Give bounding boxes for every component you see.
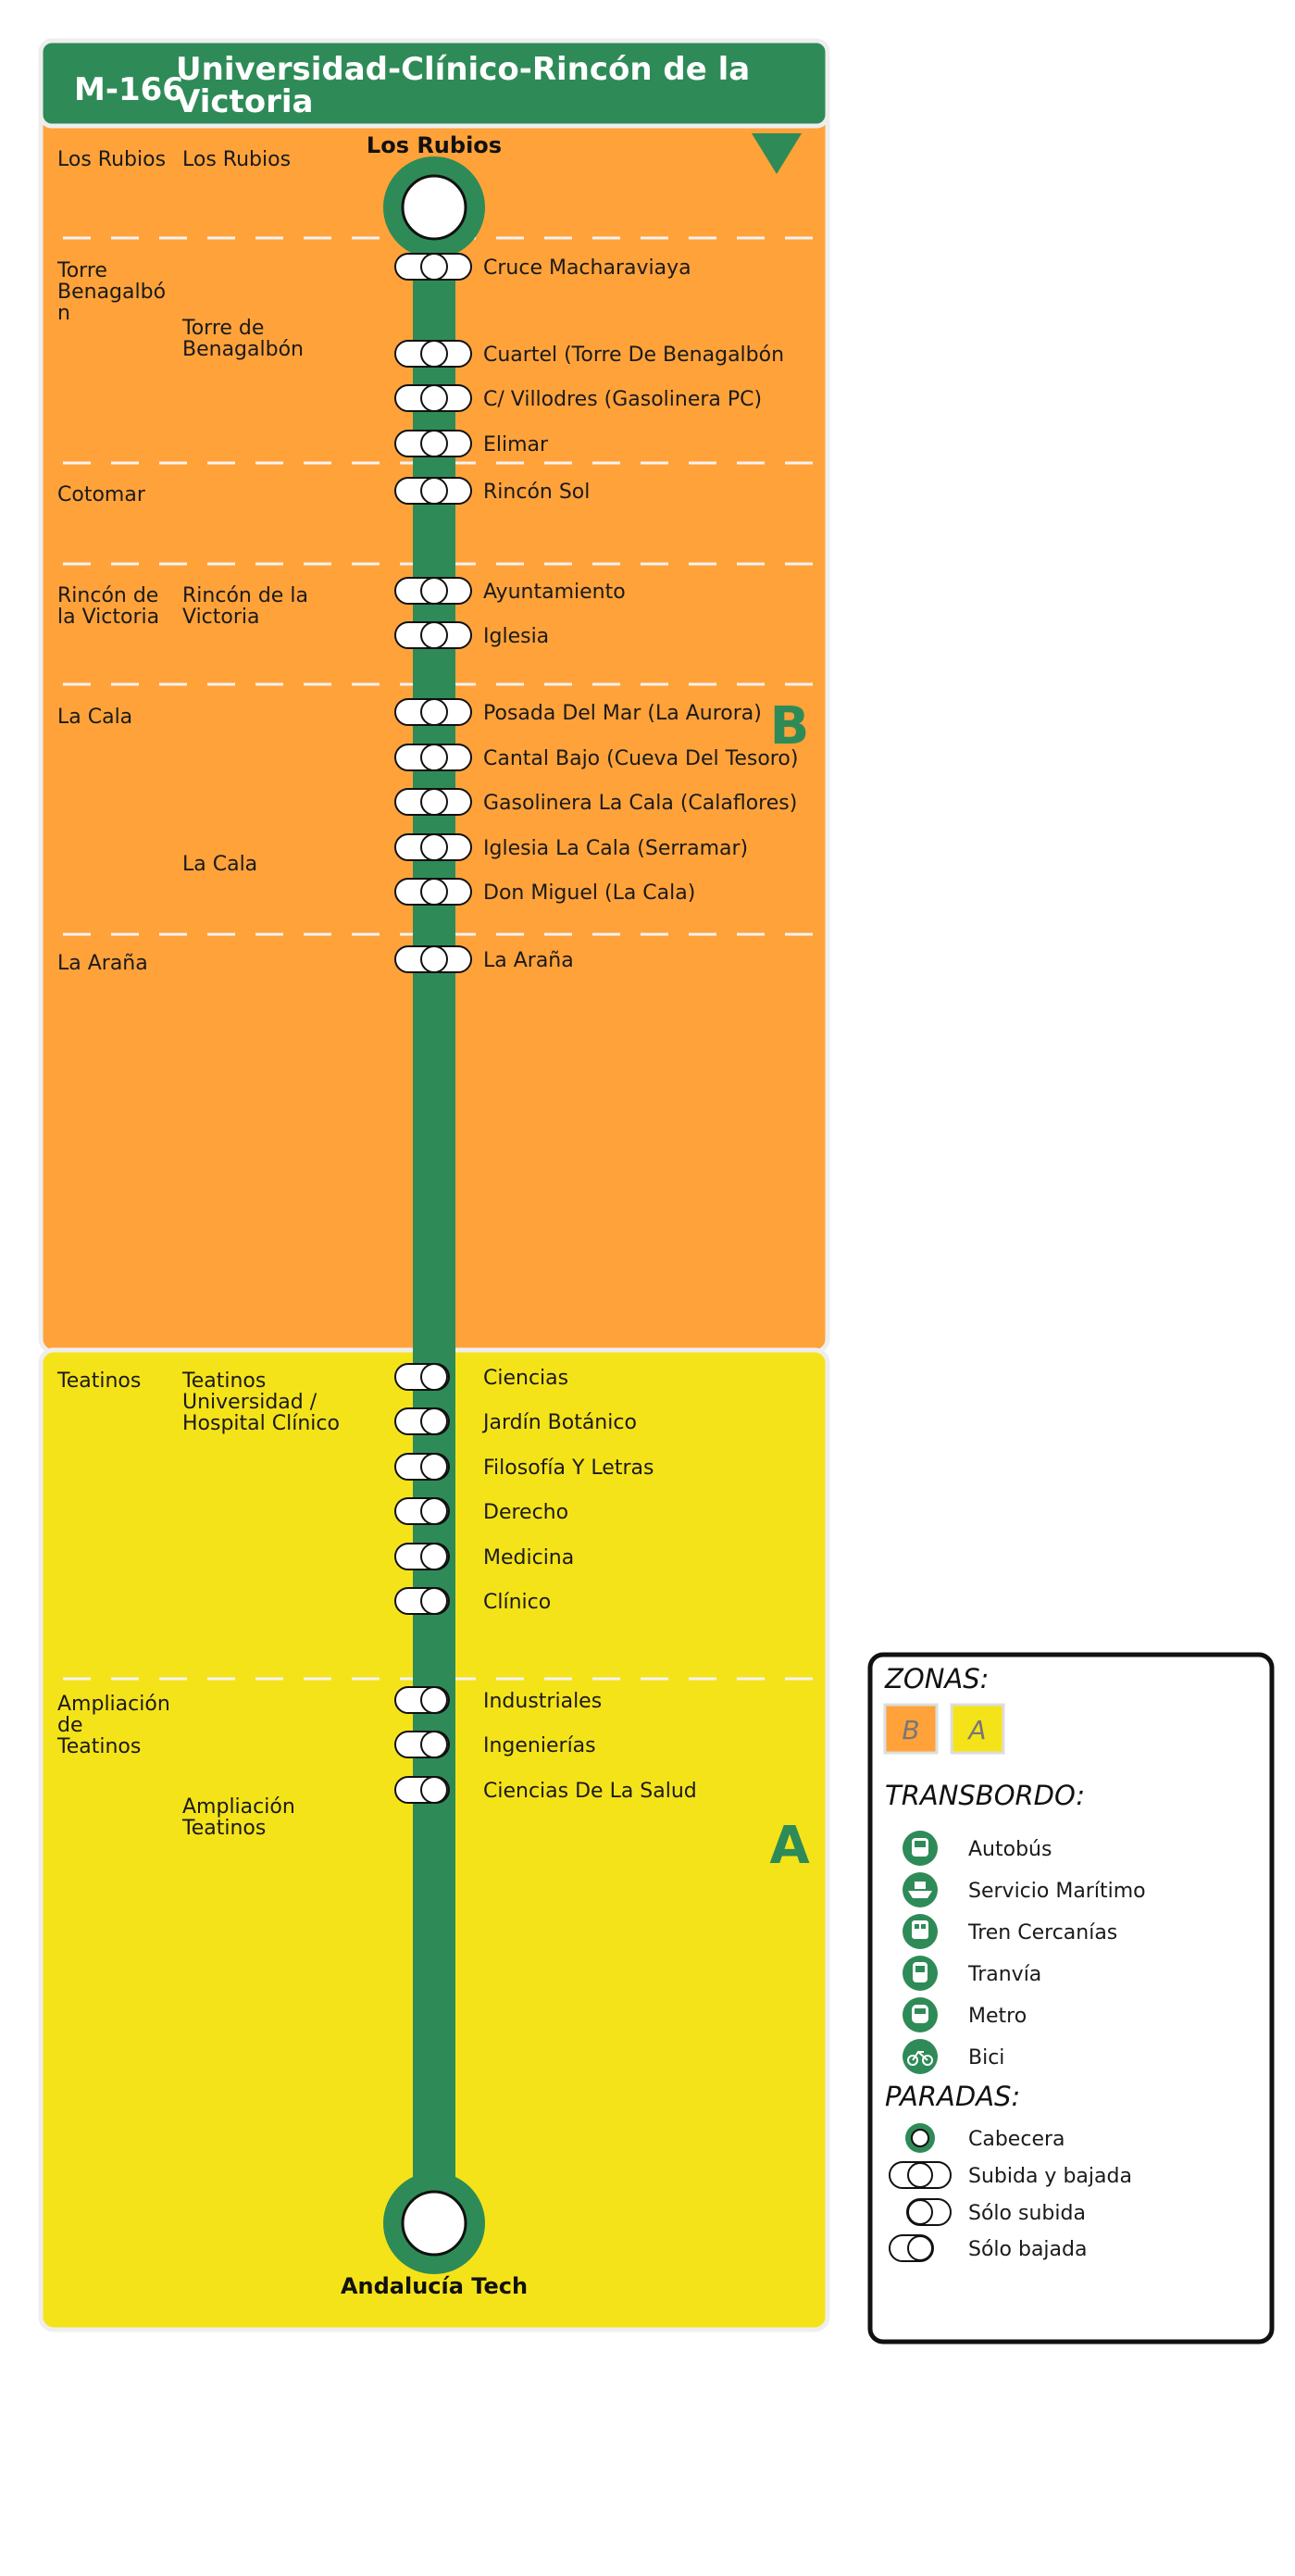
stop-name: Ingenierías xyxy=(483,1734,596,1757)
stop-circle xyxy=(421,1687,447,1713)
stop-name: Gasolinera La Cala (Calaflores) xyxy=(483,792,798,815)
stop-marker xyxy=(395,879,471,905)
tram-icon xyxy=(903,1956,938,1991)
stop-name: Iglesia La Cala (Serramar) xyxy=(483,837,749,860)
municipality-label: Teatinos xyxy=(57,1369,142,1393)
stop-circle xyxy=(421,1544,447,1569)
locality-label: Los Rubios xyxy=(182,148,292,171)
stop-marker xyxy=(395,1454,449,1480)
stop-marker xyxy=(395,1364,449,1390)
locality-label: Teatinos xyxy=(182,1369,267,1393)
stop-name: Clínico xyxy=(483,1591,552,1614)
legend-transbordo-label: Metro xyxy=(968,2005,1027,2028)
stop-name: Ciencias xyxy=(483,1367,569,1390)
legend-zone-b-label: B xyxy=(902,1715,920,1745)
terminal-stop-icon xyxy=(905,2123,935,2153)
stop-marker xyxy=(395,946,471,972)
legend-transbordo-label: Tranvía xyxy=(968,1963,1042,1986)
legend-transbordo-title: TRANSBORDO: xyxy=(885,1780,1086,1811)
legend-zonas-title: ZONAS: xyxy=(885,1663,990,1694)
legend-transbordo-label: Servicio Marítimo xyxy=(968,1880,1146,1903)
stop-marker xyxy=(395,1687,449,1713)
stop-name: Cantal Bajo (Cueva Del Tesoro) xyxy=(483,747,799,770)
route-line xyxy=(413,207,455,2226)
stop-name: Medicina xyxy=(483,1546,575,1569)
stop-circle xyxy=(421,1364,447,1390)
legend xyxy=(870,1655,1272,2342)
stop-marker xyxy=(395,578,471,604)
stop-circle xyxy=(421,1408,447,1434)
stop-name: Ciencias De La Salud xyxy=(483,1780,697,1803)
municipality-label: La Araña xyxy=(57,952,148,975)
municipality-label: Torre xyxy=(57,259,107,282)
municipality-label: n xyxy=(57,302,70,325)
stop-name: Rincón Sol xyxy=(483,481,591,504)
alight-only-icon xyxy=(890,2235,933,2261)
start-terminal-name: Los Rubios xyxy=(366,132,503,158)
stop-name: Cuartel (Torre De Benagalbón xyxy=(483,344,785,367)
stop-name: Derecho xyxy=(483,1501,569,1524)
stop-circle xyxy=(421,699,447,725)
route-title-line1: Universidad-Clínico-Rincón de la xyxy=(176,51,751,88)
stop-circle xyxy=(421,341,447,367)
bike-icon xyxy=(903,2039,938,2074)
municipality-label: Teatinos xyxy=(57,1735,142,1758)
legend-paradas-label: Sólo bajada xyxy=(968,2238,1088,2261)
stop-circle xyxy=(421,385,447,411)
boat-icon xyxy=(903,1872,938,1907)
stop-name: Don Miguel (La Cala) xyxy=(483,882,696,905)
stop-marker xyxy=(395,431,471,456)
legend-transbordo-label: Bici xyxy=(968,2046,1005,2070)
stop-marker xyxy=(395,789,471,815)
zone-b-letter: B xyxy=(769,696,810,757)
train-icon xyxy=(903,1914,938,1949)
stop-marker xyxy=(395,622,471,648)
stop-circle xyxy=(421,622,447,648)
board-only-icon xyxy=(907,2199,951,2225)
locality-label: Universidad / xyxy=(182,1391,318,1414)
stop-marker xyxy=(395,1777,449,1803)
stop-marker xyxy=(395,341,471,367)
stop-circle xyxy=(421,1732,447,1757)
stop-circle xyxy=(421,1498,447,1524)
stop-name: Elimar xyxy=(483,433,549,456)
stop-name: Ayuntamiento xyxy=(483,581,626,604)
municipality-label: la Victoria xyxy=(57,606,160,629)
metro-icon xyxy=(903,1997,938,2032)
locality-label: Benagalbón xyxy=(182,338,304,361)
stop-name: Iglesia xyxy=(483,625,550,648)
municipality-label: Cotomar xyxy=(57,483,145,506)
stop-marker xyxy=(395,1408,449,1434)
stop-circle xyxy=(421,834,447,860)
route-code: M-166 xyxy=(74,71,184,108)
legend-transbordo-label: Tren Cercanías xyxy=(968,1921,1118,1945)
legend-paradas-label: Sólo subida xyxy=(968,2202,1086,2225)
bus-icon xyxy=(903,1831,938,1866)
municipality-label: Ampliación xyxy=(57,1693,170,1716)
legend-paradas-label: Subida y bajada xyxy=(968,2165,1132,2188)
route-title-line2: Victoria xyxy=(176,83,314,120)
stop-marker xyxy=(395,834,471,860)
locality-label: Ampliación xyxy=(182,1795,295,1819)
stop-marker xyxy=(395,1588,449,1614)
locality-label: La Cala xyxy=(182,853,258,876)
stop-circle xyxy=(421,744,447,770)
legend-paradas-title: PARADAS: xyxy=(885,2081,1021,2112)
municipality-label: Benagalbó xyxy=(57,281,167,304)
stop-marker xyxy=(395,478,471,504)
stop-circle xyxy=(421,1588,447,1614)
stop-circle xyxy=(421,1777,447,1803)
municipality-label: La Cala xyxy=(57,706,133,729)
stop-name: La Araña xyxy=(483,949,574,972)
stop-marker xyxy=(395,699,471,725)
both-stop-icon xyxy=(890,2162,951,2188)
end-terminal xyxy=(383,2172,485,2274)
locality-label: Torre de xyxy=(182,317,265,340)
zone-a-letter: A xyxy=(769,1816,810,1876)
stop-circle xyxy=(421,789,447,815)
stop-marker xyxy=(395,1544,449,1569)
locality-label: Rincón de la xyxy=(182,584,308,607)
legend-transbordo-label: Autobús xyxy=(968,1838,1052,1861)
stop-circle xyxy=(421,946,447,972)
stop-marker xyxy=(395,1498,449,1524)
municipality-label: Rincón de xyxy=(57,584,159,607)
stop-name: Industriales xyxy=(483,1690,603,1713)
locality-label: Teatinos xyxy=(182,1817,267,1840)
stop-circle xyxy=(421,431,447,456)
stop-circle xyxy=(421,1454,447,1480)
legend-paradas-label: Cabecera xyxy=(968,2128,1065,2151)
locality-label: Hospital Clínico xyxy=(182,1412,340,1435)
stop-circle xyxy=(421,478,447,504)
stop-name: Cruce Macharaviaya xyxy=(483,256,691,280)
stop-name: Jardín Botánico xyxy=(483,1411,637,1434)
stop-circle xyxy=(421,578,447,604)
stop-name: Filosofía Y Letras xyxy=(483,1457,654,1480)
municipality-label: de xyxy=(57,1714,83,1737)
stop-circle xyxy=(421,254,447,280)
start-terminal xyxy=(383,156,485,258)
locality-label: Victoria xyxy=(182,606,260,629)
stop-marker xyxy=(395,744,471,770)
legend-zone-a-label: A xyxy=(968,1715,987,1745)
end-terminal-name: Andalucía Tech xyxy=(340,2273,529,2299)
stop-marker xyxy=(395,385,471,411)
stop-name: Posada Del Mar (La Aurora) xyxy=(483,702,762,725)
stop-marker xyxy=(395,1732,449,1757)
stop-name: C/ Villodres (Gasolinera PC) xyxy=(483,388,763,411)
stop-circle xyxy=(421,879,447,905)
municipality-label: Los Rubios xyxy=(57,148,167,171)
stop-marker xyxy=(395,254,471,280)
